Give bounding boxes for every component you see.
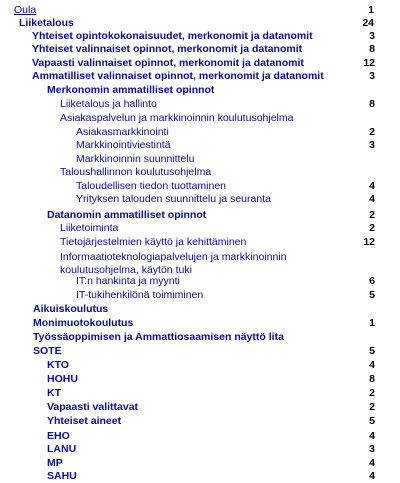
tree-row[interactable]	[0, 180, 400, 193]
tree-row-label[interactable]: SOTE	[33, 345, 62, 357]
tree-row-count: 5	[369, 289, 375, 301]
tree-row[interactable]	[0, 84, 400, 97]
tree-row[interactable]	[0, 373, 400, 386]
tree-row[interactable]	[0, 166, 400, 179]
tree-row-label[interactable]: IT:n hankinta ja myynti	[76, 275, 180, 287]
tree-row-label[interactable]: Liiketalous	[19, 17, 74, 29]
tree-row-label[interactable]: MP	[47, 457, 63, 469]
tree-row[interactable]	[0, 430, 400, 443]
tree-row-count: 4	[369, 457, 375, 469]
tree-row-label[interactable]: Yhteiset valinnaiset opinnot, merkonomit ja datanomit	[32, 43, 303, 55]
tree-row-count: 3	[369, 30, 375, 42]
tree-row-label[interactable]: Taloushallinnon koulutusohjelma	[60, 166, 212, 178]
tree-row-label[interactable]: Vapaasti valittavat	[47, 401, 139, 413]
tree-row-count: 8	[369, 98, 375, 110]
tree-row-count: 3	[369, 70, 375, 82]
tree-row-label[interactable]: LANU	[47, 443, 77, 455]
tree-row[interactable]	[0, 139, 400, 152]
tree-row-count: 12	[363, 236, 375, 248]
tree-row-label[interactable]: Asiakasmarkkinointi	[76, 126, 169, 138]
tree-row[interactable]	[0, 236, 400, 249]
tree-row[interactable]	[0, 415, 400, 428]
tree-row[interactable]	[0, 17, 400, 30]
tree-row[interactable]	[0, 57, 400, 70]
tree-row-label[interactable]: Liiketalous ja hallinto	[60, 98, 157, 110]
tree-row-count: 24	[362, 17, 374, 29]
tree-row[interactable]	[0, 387, 400, 400]
tree-row[interactable]	[0, 401, 400, 414]
tree-row[interactable]	[0, 98, 400, 111]
tree-row[interactable]	[0, 70, 400, 83]
tree-row[interactable]	[0, 30, 400, 43]
tree-row[interactable]	[0, 112, 400, 125]
tree-row-label[interactable]: Liiketoiminta	[60, 222, 119, 234]
tree-row[interactable]	[0, 317, 400, 330]
tree-row[interactable]	[0, 470, 400, 483]
tree-row-count: 5	[369, 415, 375, 427]
tree-row-label[interactable]: Markkinointiviestintä	[76, 139, 171, 151]
tree-row-count: 1	[368, 4, 374, 16]
tree-row-count: 2	[369, 401, 375, 413]
tree-row[interactable]	[0, 331, 400, 344]
tree-row-label[interactable]: Työssäoppimisen ja Ammattiosaamisen näyttö lita	[33, 331, 284, 343]
tree-row-label[interactable]: Markkinoinnin suunnittelu	[76, 153, 195, 165]
tree-row-count: 2	[369, 222, 375, 234]
tree-row[interactable]	[0, 193, 400, 206]
tree-row-count: 4	[369, 193, 375, 205]
tree-row-count: 6	[369, 275, 375, 287]
tree-row[interactable]	[0, 289, 400, 302]
tree-row-count: 1	[369, 317, 375, 329]
tree-row[interactable]	[0, 303, 400, 316]
tree-row-label[interactable]: Ammatilliset valinnaiset opinnot, merkonomit ja datanomit	[32, 70, 324, 82]
tree-row[interactable]	[0, 275, 400, 288]
tree-row-count: 3	[369, 139, 375, 151]
tree-row-label[interactable]: Yhteiset opintokokonaisuudet, merkonomit ja datanomit	[32, 30, 313, 42]
tree-row-label[interactable]: Monimuotokoulutus	[33, 317, 134, 329]
tree-row-label[interactable]: Oula	[14, 4, 37, 16]
tree-row-count: 4	[369, 470, 375, 482]
tree-row[interactable]	[0, 457, 400, 470]
tree-row[interactable]	[0, 359, 400, 372]
tree-row-count: 8	[369, 43, 375, 55]
tree-row-label[interactable]: Datanomin ammatilliset opinnot	[47, 209, 207, 221]
tree-row-count: 5	[369, 345, 375, 357]
tree-row[interactable]	[0, 209, 400, 222]
tree-row-count: 3	[369, 443, 375, 455]
tree-row[interactable]	[0, 153, 400, 166]
tree-row[interactable]	[0, 43, 400, 56]
tree-row-count: 8	[369, 373, 375, 385]
tree-row-label[interactable]: Vapaasti valinnaiset opinnot, merkonomit ja datanomit	[32, 57, 304, 69]
tree-row[interactable]	[0, 443, 400, 456]
tree-row-label[interactable]: Tietojärjestelmien käyttö ja kehittäminen	[60, 236, 247, 248]
tree-row-label[interactable]: Aikuiskoulutus	[33, 303, 109, 315]
tree-row-label[interactable]: Asiakaspalvelun ja markkinoinnin koulutusohjelma	[60, 112, 294, 124]
tree-row-count: 4	[369, 359, 375, 371]
tree-row[interactable]	[0, 4, 400, 17]
tree-row-label[interactable]: KTO	[47, 359, 69, 371]
tree-row-label[interactable]: IT-tukihenkilönä toimiminen	[76, 289, 204, 301]
tree-row-count: 2	[369, 387, 375, 399]
tree-row-count: 4	[369, 430, 375, 442]
tree-row-label[interactable]: Taloudellisen tiedon tuottaminen	[76, 180, 227, 192]
tree-row-label[interactable]: Yhteiset aineet	[47, 415, 122, 427]
tree-row-label[interactable]: HOHU	[47, 373, 78, 385]
tree-row-label[interactable]: EHO	[47, 430, 70, 442]
tree-row-label[interactable]: SAHU	[47, 470, 77, 482]
tree-row-label[interactable]: KT	[47, 387, 61, 399]
tree-row-count: 2	[369, 126, 375, 138]
tree-row-label[interactable]: Yrityksen talouden suunnittelu ja seuranta	[76, 193, 271, 205]
tree-row-label[interactable]: Informaatioteknologiapalvelujen ja markkinoinnin koulutusohjelma, käytön tuki	[60, 251, 287, 276]
tree-row-label[interactable]: Merkonomin ammatilliset opinnot	[47, 84, 215, 96]
tree-row-count: 4	[369, 180, 375, 192]
tree-row[interactable]	[0, 345, 400, 358]
tree-row[interactable]	[0, 222, 400, 235]
tree-row[interactable]	[0, 126, 400, 139]
tree-row-count: 12	[363, 57, 375, 69]
tree-row-count: 2	[369, 209, 375, 221]
